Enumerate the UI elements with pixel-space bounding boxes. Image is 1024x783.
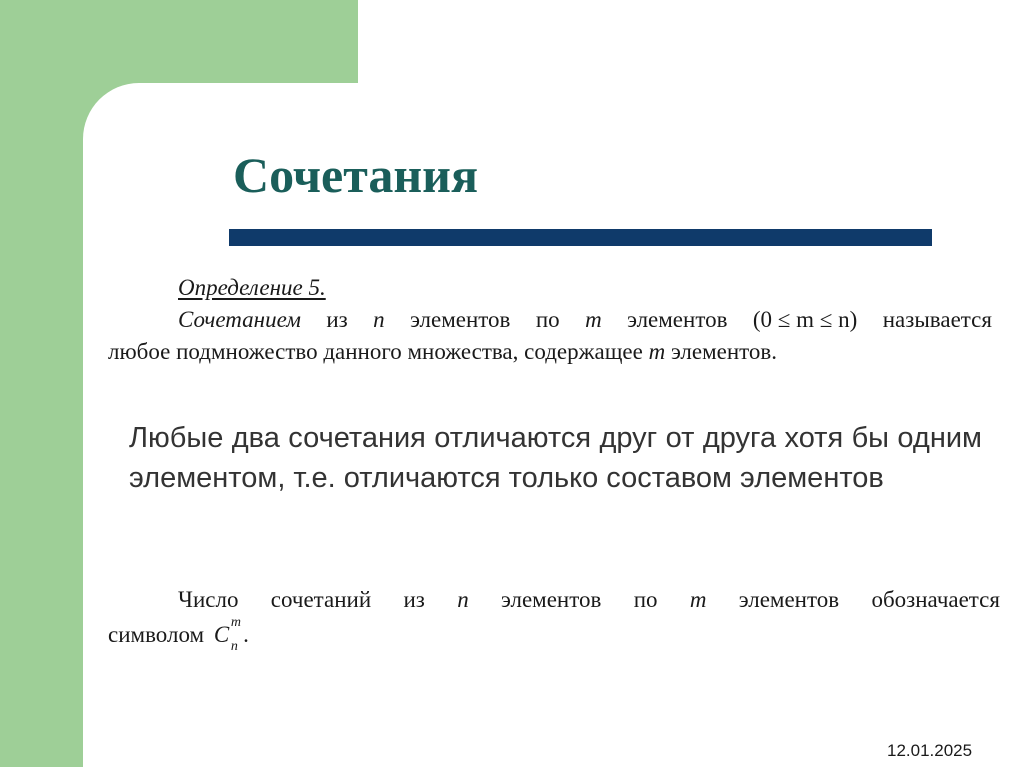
definition-variable: n [373, 307, 385, 332]
notation-variable: n [457, 587, 469, 612]
notation-word: элементов [738, 587, 840, 612]
definition-line-2 [108, 337, 777, 367]
definition-word: по [535, 307, 560, 332]
definition-word: Сочетанием [178, 307, 301, 332]
definition-word: из [326, 307, 348, 332]
combination-symbol-subscript: n [230, 639, 238, 654]
notation-word: элементов [501, 587, 602, 612]
notation-word: символом [108, 622, 205, 647]
slide-date: 12.01.2025 [887, 741, 973, 760]
definition-word: элементов [627, 307, 728, 332]
definition-variable: m [585, 307, 602, 332]
definition-word: называется [882, 307, 992, 332]
notation-word: сочетаний [270, 587, 372, 612]
notation-variable: m [689, 587, 707, 612]
definition-inequality: (0 ≤ m ≤ n) [752, 307, 858, 332]
combination-symbol-base: C [213, 622, 230, 647]
slide-title: Сочетания [233, 147, 479, 203]
definition-text: любое подмножество данного множества, содержащее [108, 339, 649, 364]
definition-heading: Определение 5. [178, 275, 326, 300]
notation-line-2 [108, 615, 249, 654]
notation-word: по [633, 587, 658, 612]
definition-variable: m [648, 339, 666, 364]
notation-word: обозначается [871, 587, 1000, 612]
combination-symbol [213, 615, 243, 654]
definition-text: элементов. [665, 339, 778, 364]
notation-period: . [243, 622, 249, 647]
combination-symbol-superscript: m [230, 615, 241, 630]
notation-word: из [403, 587, 425, 612]
title-underline-bar [229, 229, 932, 246]
definition-word: элементов [410, 307, 511, 332]
notation-word: Число [178, 587, 239, 612]
definition-line-1 [178, 305, 992, 335]
notation-line-1 [178, 585, 1000, 615]
body-paragraph: Любые два сочетания отличаются друг от друга хотя бы одним элементом, т.е. отличаются только составом элементов [129, 422, 982, 494]
